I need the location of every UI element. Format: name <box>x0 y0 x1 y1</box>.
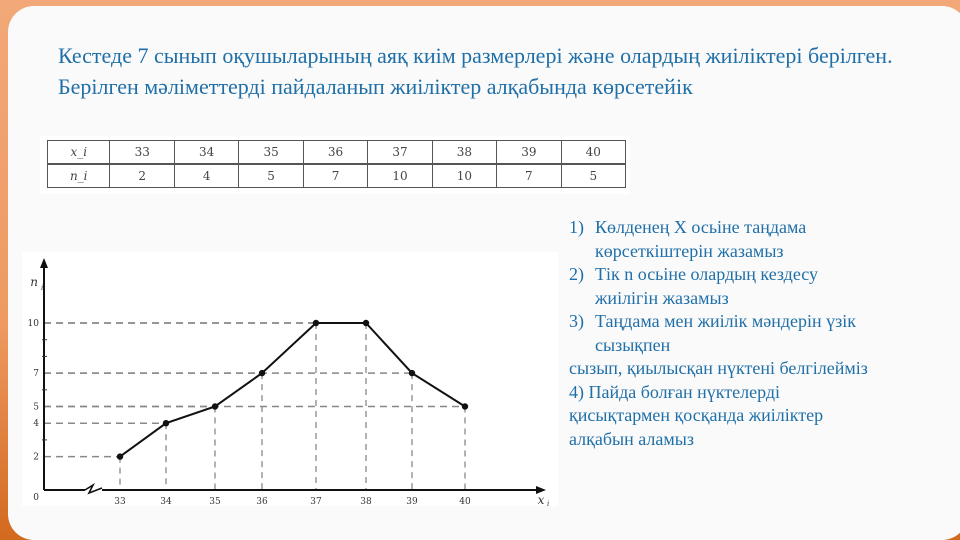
y-tick-label: 7 <box>33 369 39 380</box>
table-cell: 10 <box>432 164 496 188</box>
step-3-continued: сызып, қиылысқан нүктені белгілейміз <box>569 358 868 378</box>
data-point <box>259 370 265 376</box>
table-row-x <box>48 141 626 165</box>
origin-label: 0 <box>33 493 39 503</box>
x-tick-label: 37 <box>310 497 322 506</box>
table-cell: 37 <box>368 141 432 165</box>
x-tick-label: 34 <box>160 497 172 506</box>
table-cell: 36 <box>303 141 367 165</box>
table-cell: 2 <box>110 164 174 188</box>
data-point <box>212 403 218 409</box>
table-cell: 5 <box>561 164 625 188</box>
frequency-table-image <box>40 136 630 194</box>
x-tick-label: 39 <box>406 497 418 506</box>
y-tick-label: 5 <box>33 402 39 413</box>
table-cell: 33 <box>110 141 174 165</box>
slide-title: Кестеде 7 сынып оқушыларының аяқ киім размерлері және олардың жиіліктері берілген. Берілген мәліметтерді пайдаланып жиіліктер алқабында көрсетейік <box>58 43 893 99</box>
table-header-x: x_i <box>48 141 110 165</box>
frequency-polygon-line <box>120 323 465 457</box>
y-tick-label: 2 <box>33 452 39 463</box>
y-tick-label: 10 <box>27 319 39 329</box>
instruction-list <box>569 216 960 451</box>
y-tick-label: 4 <box>33 419 39 430</box>
x-axis-label-sub: i <box>547 500 550 506</box>
data-point <box>163 420 169 426</box>
table-cell: 40 <box>561 141 625 165</box>
x-tick-label: 38 <box>360 497 372 506</box>
step-4-line-3: алқабын аламыз <box>569 428 694 449</box>
table-header-n: n_i <box>48 164 110 188</box>
x-tick-label: 33 <box>114 497 126 506</box>
x-tick-label: 35 <box>209 497 221 506</box>
axis-break-icon <box>85 485 102 493</box>
frequency-polygon-chart <box>22 252 558 506</box>
step-2: 2) Тік n осьіне олардың кездесу жиілігін жазамыз <box>569 264 819 308</box>
table-cell: 34 <box>174 141 238 165</box>
data-point <box>462 403 468 409</box>
table-cell: 4 <box>174 164 238 188</box>
chart-canvas <box>22 252 558 506</box>
table-cell: 35 <box>239 141 303 165</box>
table-cell: 10 <box>368 164 432 188</box>
data-point <box>409 370 415 376</box>
x-axis-label: x <box>537 493 545 506</box>
x-tick-label: 40 <box>459 497 471 506</box>
x-tick-label: 36 <box>256 497 268 506</box>
data-point <box>363 320 369 326</box>
y-axis-label: n <box>30 275 38 289</box>
table-cell: 5 <box>239 164 303 188</box>
step-1: 1) Көлденең X осьіне таңдама көрсеткіштерін жазамыз <box>569 217 807 261</box>
y-axis-label-sub: i <box>41 284 44 292</box>
table-row-n <box>48 164 626 188</box>
table-cell: 7 <box>303 164 367 188</box>
table-cell: 39 <box>497 141 561 165</box>
step-4-line-2: қисықтармен қосқанда жиіліктер <box>569 405 824 425</box>
step-3: 3) Таңдама мен жиілік мәндерін үзік сызықпен <box>569 311 857 355</box>
table-cell: 7 <box>497 164 561 188</box>
y-axis-arrow-icon <box>40 258 48 268</box>
data-point <box>117 453 123 459</box>
table-cell: 38 <box>432 141 496 165</box>
step-4: 4) Пайда болған нүктелерді <box>569 381 781 402</box>
frequency-table <box>47 140 626 188</box>
data-point <box>313 320 319 326</box>
